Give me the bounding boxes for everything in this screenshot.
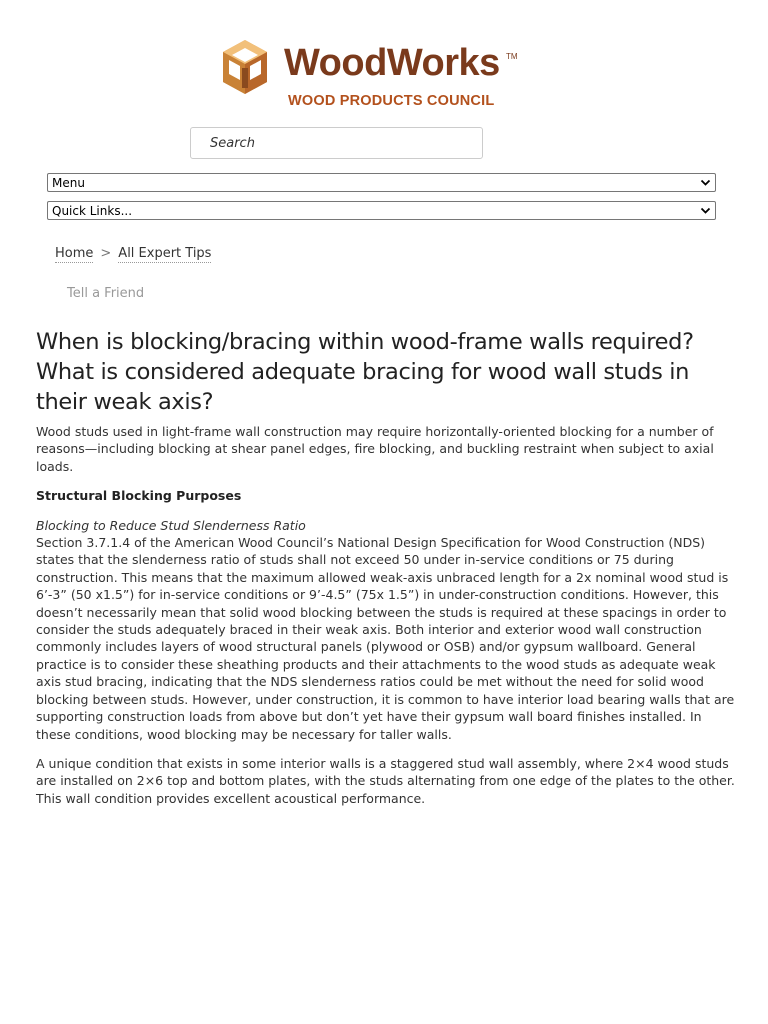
section-heading: Structural Blocking Purposes bbox=[36, 488, 242, 504]
article-paragraph-2: A unique condition that exists in some interior walls is a staggered stud wall assembly, where 2×4 wood studs are installed on 2×6 top and bottom plates, with the studs alternating from one edge of the plates to the other. This wall condition provides excellent acoustical performance. bbox=[36, 755, 735, 806]
chevron-down-icon bbox=[700, 205, 711, 216]
quick-links-select-label: Quick Links... bbox=[52, 204, 133, 218]
brand-trademark: TM bbox=[506, 52, 518, 61]
menu-select-label: Menu bbox=[52, 176, 85, 190]
quick-links-select[interactable] bbox=[47, 201, 716, 220]
search-input[interactable] bbox=[190, 127, 483, 159]
article-paragraph-1-text: Section 3.7.1.4 of the American Wood Council’s National Design Specification for Wood Construction (NDS) states that the slenderness ratio of studs shall not exceed 50 under in-service conditions or 75 during construction. This means that the maximum allowed weak-axis unbraced length for a 2x nominal wood stud is 6’-3” (50 x1.5”) for in-service conditions or 9’-4.5” (75x 1.5”) in under-construction conditions. However, this doesn’t necessarily mean that solid wood blocking between the studs is required at these spacings in order to consider the studs adequately braced in their weak axis. Both interior and exterior wood wall construction commonly includes layers of wood structural panels (plywood or OSB) and/or gypsum wallboard. General practice is to consider these sheathing products and their attachments to the wood studs as adequate weak axis stud bracing, indicating that the NDS slenderness ratios could be met without the need for solid wood blocking between studs. However, under construction, it is common to have interior load bearing walls that are supporting construction loads from above but don’t yet have their gypsum wall board finishes installed. In these conditions, wood blocking may be necessary for taller walls. bbox=[36, 535, 735, 742]
brand-name: WoodWorks bbox=[284, 42, 500, 84]
brand-subtitle: WOOD PRODUCTS COUNCIL bbox=[288, 93, 495, 109]
breadcrumb-home-link[interactable]: Home bbox=[55, 246, 94, 261]
site-logo[interactable] bbox=[220, 38, 520, 112]
article-subheading: Blocking to Reduce Stud Slenderness Ratio bbox=[36, 517, 306, 533]
breadcrumb bbox=[55, 246, 211, 261]
article-paragraph-1 bbox=[36, 517, 736, 743]
page-title: When is blocking/bracing within wood-frame walls required? What is considered adequate bracing for wood wall studs in their weak axis? bbox=[36, 329, 694, 415]
article-intro: Wood studs used in light-frame wall construction may require horizontally-oriented blocking for a number of reasons—including blocking at shear panel edges, fire blocking, and buckling restraint when subject to axial loads. bbox=[36, 424, 714, 474]
woodworks-cube-logo-icon bbox=[220, 38, 270, 96]
article-body bbox=[36, 423, 736, 819]
chevron-down-icon bbox=[700, 177, 711, 188]
menu-select[interactable] bbox=[47, 173, 716, 192]
breadcrumb-separator: > bbox=[100, 246, 112, 261]
tell-a-friend-link[interactable]: Tell a Friend bbox=[67, 286, 145, 301]
breadcrumb-all-expert-tips-link[interactable]: All Expert Tips bbox=[118, 246, 212, 261]
